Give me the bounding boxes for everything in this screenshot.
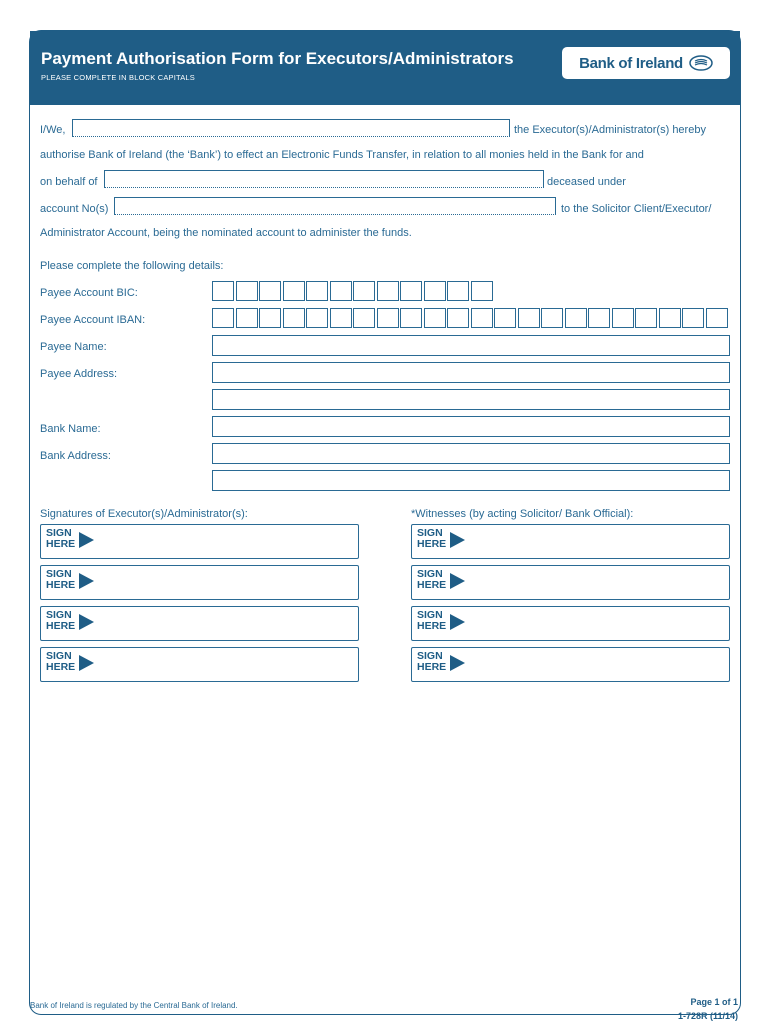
- executor-signature-box-2[interactable]: [40, 565, 359, 600]
- bic-cell[interactable]: [447, 281, 469, 301]
- iban-cell[interactable]: [259, 308, 281, 328]
- bank-address-label: Bank Address:: [40, 450, 111, 462]
- sign-label-line2: HERE: [417, 538, 447, 550]
- arrow-right-icon: [79, 532, 94, 548]
- page-number: Page 1 of 1: [690, 997, 738, 1007]
- executor-names-field[interactable]: [72, 119, 510, 137]
- sign-label-line1: SIGN: [417, 609, 443, 621]
- arrow-right-icon: [79, 573, 94, 589]
- iban-cell[interactable]: [541, 308, 563, 328]
- iban-input-cells: [212, 308, 729, 328]
- iban-cell[interactable]: [706, 308, 728, 328]
- form-code: 1-728R (11/14): [677, 1011, 738, 1021]
- witness-signature-box-3[interactable]: [411, 606, 730, 641]
- payee-name-label: Payee Name:: [40, 341, 107, 353]
- iban-cell[interactable]: [494, 308, 516, 328]
- bic-cell[interactable]: [283, 281, 305, 301]
- regulation-text: Bank of Ireland is regulated by the Central Bank of Ireland.: [30, 1001, 238, 1010]
- bic-cell[interactable]: [353, 281, 375, 301]
- deceased-text: deceased under: [547, 176, 626, 188]
- sign-label-line1: SIGN: [46, 609, 72, 621]
- bic-cell[interactable]: [212, 281, 234, 301]
- witnesses-signatures-heading: *Witnesses (by acting Solicitor/ Bank Official):: [411, 508, 634, 520]
- on-behalf-label: on behalf of: [40, 176, 98, 188]
- iban-cell[interactable]: [565, 308, 587, 328]
- arrow-right-icon: [450, 532, 465, 548]
- form-title: Payment Authorisation Form for Executors/Administrators: [41, 49, 514, 68]
- iban-cell[interactable]: [588, 308, 610, 328]
- arrow-right-icon: [79, 614, 94, 630]
- bic-cell[interactable]: [471, 281, 493, 301]
- sign-label-line1: SIGN: [46, 527, 72, 539]
- iban-cell[interactable]: [330, 308, 352, 328]
- sign-label-line1: SIGN: [417, 568, 443, 580]
- authorise-text: authorise Bank of Ireland (the ‘Bank’) to effect an Electronic Funds Transfer, in relation to all monies held in the Bank for and: [40, 149, 644, 161]
- iban-cell[interactable]: [635, 308, 657, 328]
- executors-signatures-heading: Signatures of Executor(s)/Administrator(s):: [40, 508, 248, 520]
- bic-cell[interactable]: [259, 281, 281, 301]
- sign-label-line2: HERE: [417, 661, 447, 673]
- iban-cell[interactable]: [400, 308, 422, 328]
- witness-signature-box-2[interactable]: [411, 565, 730, 600]
- administrator-text: Administrator Account, being the nominated account to administer the funds.: [40, 227, 412, 239]
- witness-signature-box-4[interactable]: [411, 647, 730, 682]
- arrow-right-icon: [79, 655, 94, 671]
- account-numbers-field[interactable]: [114, 197, 556, 215]
- iban-cell[interactable]: [682, 308, 704, 328]
- page-info: [678, 995, 738, 1023]
- form-subtitle: PLEASE COMPLETE IN BLOCK CAPITALS: [41, 73, 196, 82]
- executors-text: the Executor(s)/Administrator(s) hereby: [514, 124, 706, 136]
- complete-details-text: Please complete the following details:: [40, 260, 224, 272]
- payee-address-field-1[interactable]: [212, 362, 730, 383]
- iban-cell[interactable]: [306, 308, 328, 328]
- bic-cell[interactable]: [236, 281, 258, 301]
- sign-label-line2: HERE: [46, 620, 76, 632]
- payee-name-field[interactable]: [212, 335, 730, 356]
- iban-cell[interactable]: [659, 308, 681, 328]
- regulation-note: [30, 1001, 238, 1010]
- form-frame: [29, 30, 741, 1021]
- sign-label-line2: HERE: [46, 579, 76, 591]
- bic-cell[interactable]: [306, 281, 328, 301]
- sign-label-line1: SIGN: [417, 527, 443, 539]
- payee-address-field-2[interactable]: [212, 389, 730, 410]
- bic-cell[interactable]: [400, 281, 422, 301]
- iban-cell[interactable]: [518, 308, 540, 328]
- sign-label-line2: HERE: [46, 538, 76, 550]
- form-header: [30, 31, 740, 105]
- account-no-label: account No(s): [40, 203, 109, 215]
- iban-cell[interactable]: [424, 308, 446, 328]
- iban-cell[interactable]: [212, 308, 234, 328]
- executor-signature-box-3[interactable]: [40, 606, 359, 641]
- arrow-right-icon: [450, 573, 465, 589]
- bank-name-field[interactable]: [212, 416, 730, 437]
- sign-label-line1: SIGN: [46, 568, 72, 580]
- executor-signature-box-1[interactable]: [40, 524, 359, 559]
- arrow-right-icon: [450, 655, 465, 671]
- sign-label-line1: SIGN: [417, 650, 443, 662]
- bank-address-field-1[interactable]: [212, 443, 730, 464]
- iban-cell[interactable]: [612, 308, 634, 328]
- iban-cell[interactable]: [283, 308, 305, 328]
- bic-cell[interactable]: [424, 281, 446, 301]
- bic-label: Payee Account BIC:: [40, 287, 138, 299]
- executor-signature-box-4[interactable]: [40, 647, 359, 682]
- to-solicitor-text: to the Solicitor Client/Executor/: [561, 203, 712, 215]
- arrow-right-icon: [450, 614, 465, 630]
- deceased-name-field[interactable]: [104, 170, 544, 188]
- sign-label-line2: HERE: [417, 620, 447, 632]
- bank-logo: [562, 47, 730, 79]
- iban-cell[interactable]: [236, 308, 258, 328]
- sign-label-line1: SIGN: [46, 650, 72, 662]
- iban-cell[interactable]: [377, 308, 399, 328]
- bank-address-field-2[interactable]: [212, 470, 730, 491]
- sign-label-line2: HERE: [46, 661, 76, 673]
- witness-signature-box-1[interactable]: [411, 524, 730, 559]
- payee-address-label: Payee Address:: [40, 368, 118, 380]
- bic-cell[interactable]: [330, 281, 352, 301]
- iban-cell[interactable]: [353, 308, 375, 328]
- iban-label: Payee Account IBAN:: [40, 314, 146, 326]
- iban-cell[interactable]: [447, 308, 469, 328]
- iban-cell[interactable]: [471, 308, 493, 328]
- iwe-label: I/We,: [40, 124, 66, 136]
- bic-cell[interactable]: [377, 281, 399, 301]
- bank-of-ireland-logo-icon: [689, 55, 713, 71]
- sign-label-line2: HERE: [417, 579, 447, 591]
- bank-logo-text: Bank of Ireland: [579, 54, 683, 72]
- bank-name-label: Bank Name:: [40, 423, 101, 435]
- bic-input-cells: [212, 281, 494, 301]
